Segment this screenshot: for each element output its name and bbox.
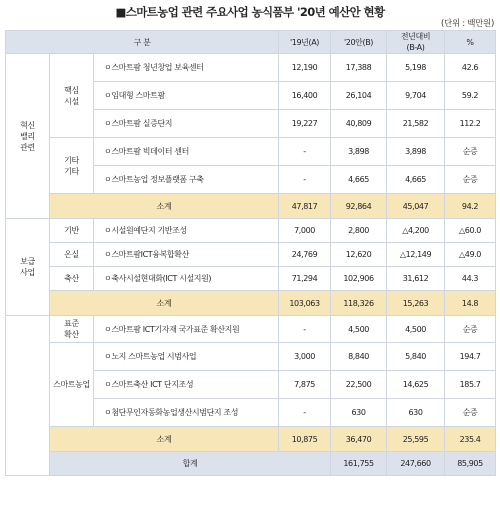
value-pct: 194.7: [445, 343, 496, 371]
header-y19: '19년(A): [279, 31, 331, 54]
value-pct: 235.4: [445, 427, 496, 452]
item-name: ㅇ스마트축산 ICT 단지조성: [94, 371, 279, 399]
value-b: 17,388: [331, 54, 387, 82]
value-diff: 5,198: [387, 54, 445, 82]
value-a: -: [279, 399, 331, 427]
value-pct: 112.2: [445, 110, 496, 138]
value-diff: 4,500: [387, 316, 445, 343]
section-label: 혁신 밸리 관련: [6, 54, 50, 219]
value-diff: △4,200: [387, 219, 445, 243]
subtotal-label: 소계: [50, 291, 279, 316]
value-b: 92,864: [331, 194, 387, 219]
value-pct: 14.8: [445, 291, 496, 316]
budget-table: [5, 30, 496, 476]
value-pct: △60.0: [445, 219, 496, 243]
item-name: ㅇ첨단무인자동화농업생산시범단지 조성: [94, 399, 279, 427]
value-a: 24,769: [279, 243, 331, 267]
value-pct: 순증: [445, 138, 496, 166]
table-row: [6, 219, 496, 243]
value-b: 8,840: [331, 343, 387, 371]
subtotal-label: 소계: [50, 427, 279, 452]
value-diff: 21,582: [387, 110, 445, 138]
value-b: 36,470: [331, 427, 387, 452]
value-b: 2,800: [331, 219, 387, 243]
item-name: ㅇ스마트팜 ICT기자재 국가표준 확산지원: [94, 316, 279, 343]
value-pct: 순증: [445, 399, 496, 427]
table-row: [6, 54, 496, 82]
value-diff: 25,595: [387, 427, 445, 452]
header-row: [6, 31, 496, 54]
value-a: 12,190: [279, 54, 331, 82]
header-y20: '20안(B): [331, 31, 387, 54]
subtotal-label: 소계: [50, 194, 279, 219]
section-label: 보급 사업: [6, 219, 50, 316]
value-diff: 3,898: [387, 138, 445, 166]
value-pct: 순증: [445, 316, 496, 343]
total-label: 합계: [50, 452, 331, 476]
value-pct: 185.7: [445, 371, 496, 399]
value-b: 118,326: [331, 291, 387, 316]
value-b: 102,906: [331, 267, 387, 291]
value-b: 630: [331, 399, 387, 427]
table-row: [6, 138, 496, 166]
value-diff: 630: [387, 399, 445, 427]
value-b: 3,898: [331, 138, 387, 166]
item-name: ㅇ시설원예단지 기반조성: [94, 219, 279, 243]
group-label: 핵심 시설: [50, 54, 94, 138]
subtotal-row: [6, 291, 496, 316]
table-row: [6, 343, 496, 371]
item-name: ㅇ스마트팜 실증단지: [94, 110, 279, 138]
table-row: [6, 316, 496, 343]
value-pct: 59.2: [445, 82, 496, 110]
value-pct: 42.6: [445, 54, 496, 82]
value-a: 16,400: [279, 82, 331, 110]
group-label: 기반: [50, 219, 94, 243]
group-label: 기타 기타: [50, 138, 94, 194]
value-diff: △12,149: [387, 243, 445, 267]
item-name: ㅇ노지 스마트농업 시범사업: [94, 343, 279, 371]
section-label: [6, 316, 50, 476]
value-diff: 9,704: [387, 82, 445, 110]
value-b: 12,620: [331, 243, 387, 267]
total-row: [6, 452, 496, 476]
item-name: ㅇ스마트팜 청년창업 보육센터: [94, 54, 279, 82]
header-category: 구 분: [6, 31, 279, 54]
header-pct: %: [445, 31, 496, 54]
value-a: 3,000: [279, 343, 331, 371]
value-pct: 94.2: [445, 194, 496, 219]
value-a: 103,063: [279, 291, 331, 316]
item-name: ㅇ임대형 스마트팜: [94, 82, 279, 110]
value-diff: 5,840: [387, 343, 445, 371]
value-a: 19,227: [279, 110, 331, 138]
value-a: 7,875: [279, 371, 331, 399]
group-label: 스마트농업: [50, 343, 94, 427]
value-diff: 15,263: [387, 291, 445, 316]
value-diff: 45,047: [387, 194, 445, 219]
value-diff: 85,905: [445, 452, 496, 476]
value-pct: 순증: [445, 166, 496, 194]
table-row: [6, 267, 496, 291]
value-pct: 44.3: [445, 267, 496, 291]
value-b: 26,104: [331, 82, 387, 110]
value-diff: 4,665: [387, 166, 445, 194]
item-name: ㅇ스마트농업 정보플랫폼 구축: [94, 166, 279, 194]
value-diff: 14,625: [387, 371, 445, 399]
value-a: -: [279, 166, 331, 194]
item-name: ㅇ스마트팜 빅데이터 센터: [94, 138, 279, 166]
subtotal-row: [6, 427, 496, 452]
value-a: 7,000: [279, 219, 331, 243]
value-b: 4,665: [331, 166, 387, 194]
value-b: 4,500: [331, 316, 387, 343]
value-b: 22,500: [331, 371, 387, 399]
value-a: -: [279, 316, 331, 343]
subtotal-row: [6, 194, 496, 219]
unit-label: (단위 : 백만원): [441, 19, 494, 29]
value-a: 161,755: [331, 452, 387, 476]
value-a: 71,294: [279, 267, 331, 291]
value-b: 247,660: [387, 452, 445, 476]
group-label: 표준 확산: [50, 316, 94, 343]
value-diff: 31,612: [387, 267, 445, 291]
value-a: 47,817: [279, 194, 331, 219]
table-title: ■스마트농업 관련 주요사업 농식품부 '20년 예산안 현황: [115, 5, 385, 19]
header-diff: 전년대비 (B-A): [387, 31, 445, 54]
item-name: ㅇ축사시설현대화(ICT 시설지원): [94, 267, 279, 291]
value-a: 10,875: [279, 427, 331, 452]
group-label: 축산: [50, 267, 94, 291]
item-name: ㅇ스마트팜ICT융복합확산: [94, 243, 279, 267]
value-pct: △49.0: [445, 243, 496, 267]
value-b: 40,809: [331, 110, 387, 138]
table-row: [6, 243, 496, 267]
value-a: -: [279, 138, 331, 166]
group-label: 온실: [50, 243, 94, 267]
